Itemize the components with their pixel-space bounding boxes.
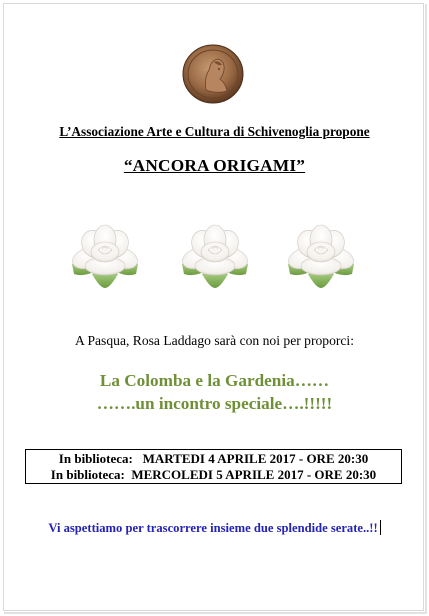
schedule-line-2: In biblioteca: MERCOLEDI 5 APRILE 2017 - ORE 20:30 xyxy=(50,467,377,482)
intro-text: A Pasqua, Rosa Laddago sarà con noi per proporci: xyxy=(75,333,354,348)
event-title: “ANCORA ORIGAMI” xyxy=(123,156,306,175)
medallion-image xyxy=(182,44,244,104)
headline-line-1: La Colomba e la Gardenia…… xyxy=(99,371,330,390)
schedule-line-1: In biblioteca: MARTEDI 4 APRILE 2017 - ORE 20:30 xyxy=(58,451,369,466)
text-cursor xyxy=(380,520,381,535)
association-line: L’Associazione Arte e Cultura di Schivenoglia propone xyxy=(59,124,370,139)
closing-message xyxy=(0,520,429,536)
closing-text: Vi aspettiamo per trascorrere insieme due splendide serate..!! xyxy=(48,521,378,535)
gardenia-flower-icon xyxy=(176,220,254,288)
headline-line-2: …….un incontro speciale….!!!!! xyxy=(96,394,333,413)
gardenia-flower-icon xyxy=(66,220,144,288)
page-shadow-bottom xyxy=(4,612,427,614)
schedule-box xyxy=(25,449,402,484)
gardenia-flower-icon xyxy=(282,220,360,288)
